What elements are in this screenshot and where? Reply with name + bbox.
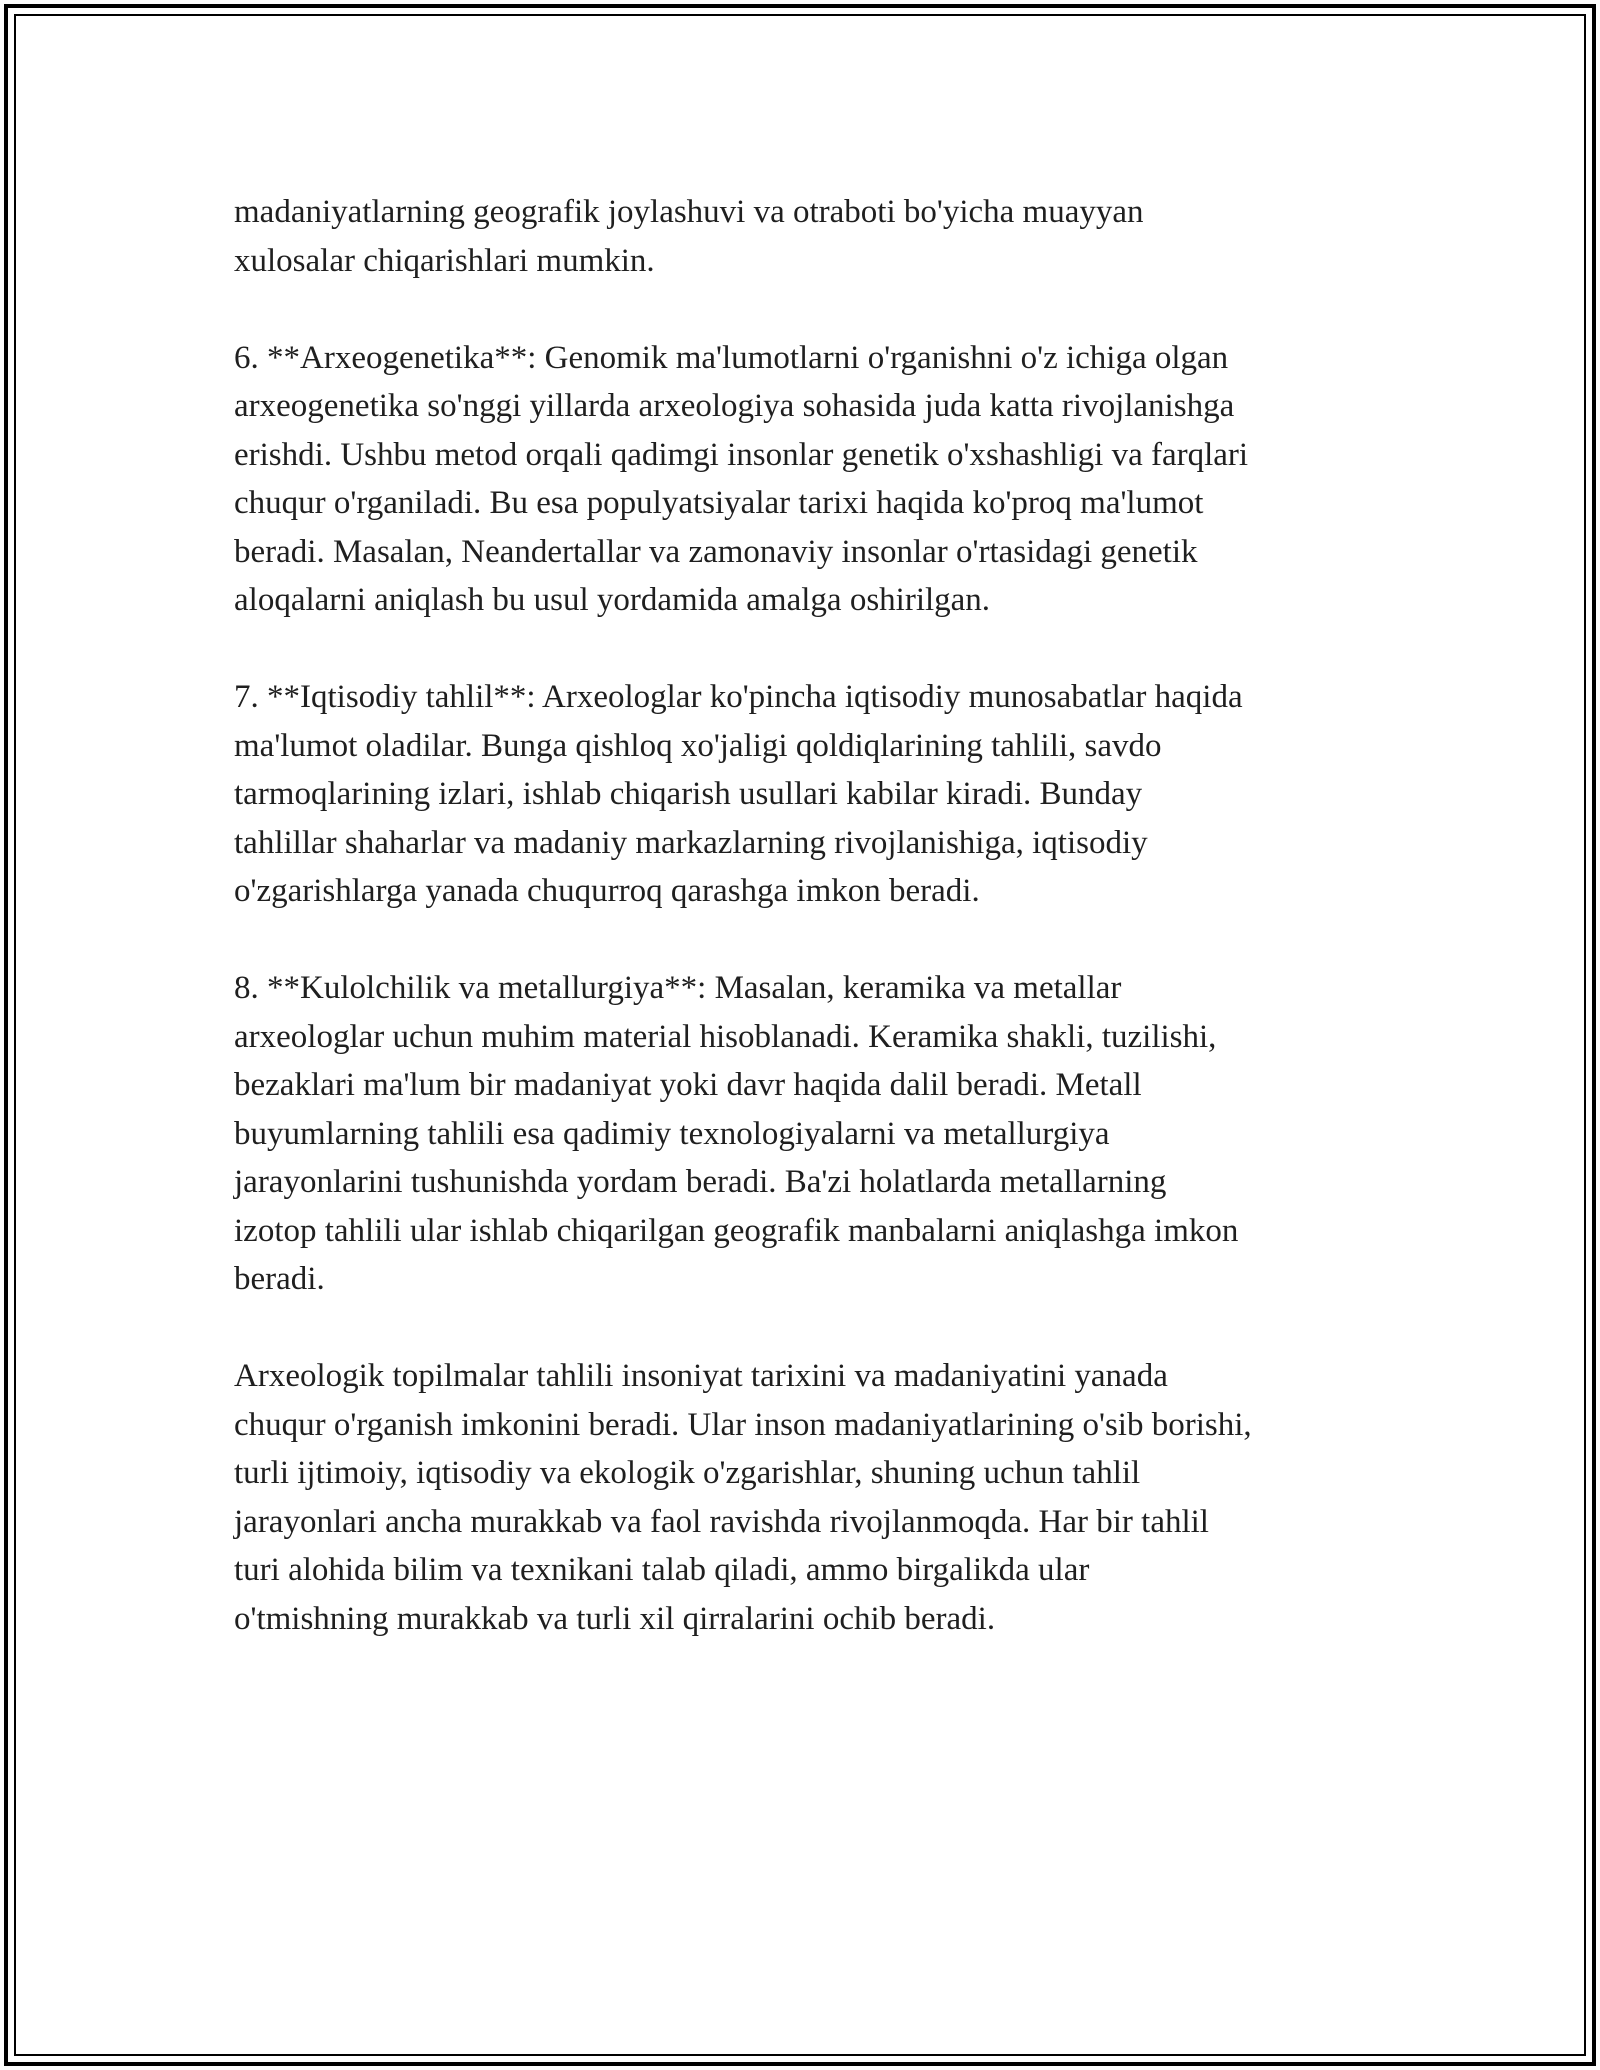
paragraph-continuation: madaniyatlarning geografik joylashuvi va otraboti bo'yicha muayyan xulosalar chiqarishlari mumkin.: [234, 194, 1144, 279]
paragraph-conclusion: Arxeologik topilmalar tahlili insoniyat tarixini va madaniyatini yanada chuqur o'rganish imkonini beradi. Ular inson madaniyatlarining o'sib borishi, turli ijtimoiy, iqtisodiy va ekologik o'zgarishlar, shuning uchun tahlil jarayonlari ancha murakkab va faol ravishda rivojlanmoqda. Har bir tahlil turi alohida bilim va texnikani talab qiladi, ammo birgalikda ular o'tmishning murakkab va turli xil qirralarini ochib beradi.: [234, 1358, 1252, 1637]
paragraph-iqtisodiy-tahlil: 7. **Iqtisodiy tahlil**: Arxeologlar ko'pincha iqtisodiy munosabatlar haqida ma'lumot oladilar. Bunga qishloq xo'jaligi qoldiqlarining tahlili, savdo tarmoqlarining izlari, ishlab chiqarish usullari kabilar kiradi. Bunday tahlillar shaharlar va madaniy markazlarning rivojlanishiga, iqtisodiy o'zgarishlarga yanada chuqurroq qarashga imkon beradi.: [234, 679, 1243, 909]
paragraph-kulolchilik-metallurgiya: 8. **Kulolchilik va metallurgiya**: Masalan, keramika va metallar arxeologlar uchun muhim material hisoblanadi. Keramika shakli, tuzilishi, bezaklari ma'lum bir madaniyat yoki davr haqida dalil beradi. Metall buyumlarning tahlili esa qadimiy texnologiyalarni va metallurgiya jarayonlarini tushunishda yordam beradi. Ba'zi holatlarda metallarning izotop tahlili ular ishlab chiqarilgan geografik manbalarni aniqlashga imkon beradi.: [234, 970, 1239, 1297]
document-body: [234, 188, 1384, 1692]
paragraph-arxeogenetika: 6. **Arxeogenetika**: Genomik ma'lumotlarni o'rganishni o'z ichiga olgan arxeogenetika so'nggi yillarda arxeologiya sohasida juda katta rivojlanishga erishdi. Ushbu metod orqali qadimgi insonlar genetik o'xshashligi va farqlari chuqur o'rganiladi. Bu esa populyatsiyalar tarixi haqida ko'proq ma'lumot beradi. Masalan, Neandertallar va zamonaviy insonlar o'rtasidagi genetik aloqalarni aniqlash bu usul yordamida amalga oshirilgan.: [234, 339, 1249, 618]
